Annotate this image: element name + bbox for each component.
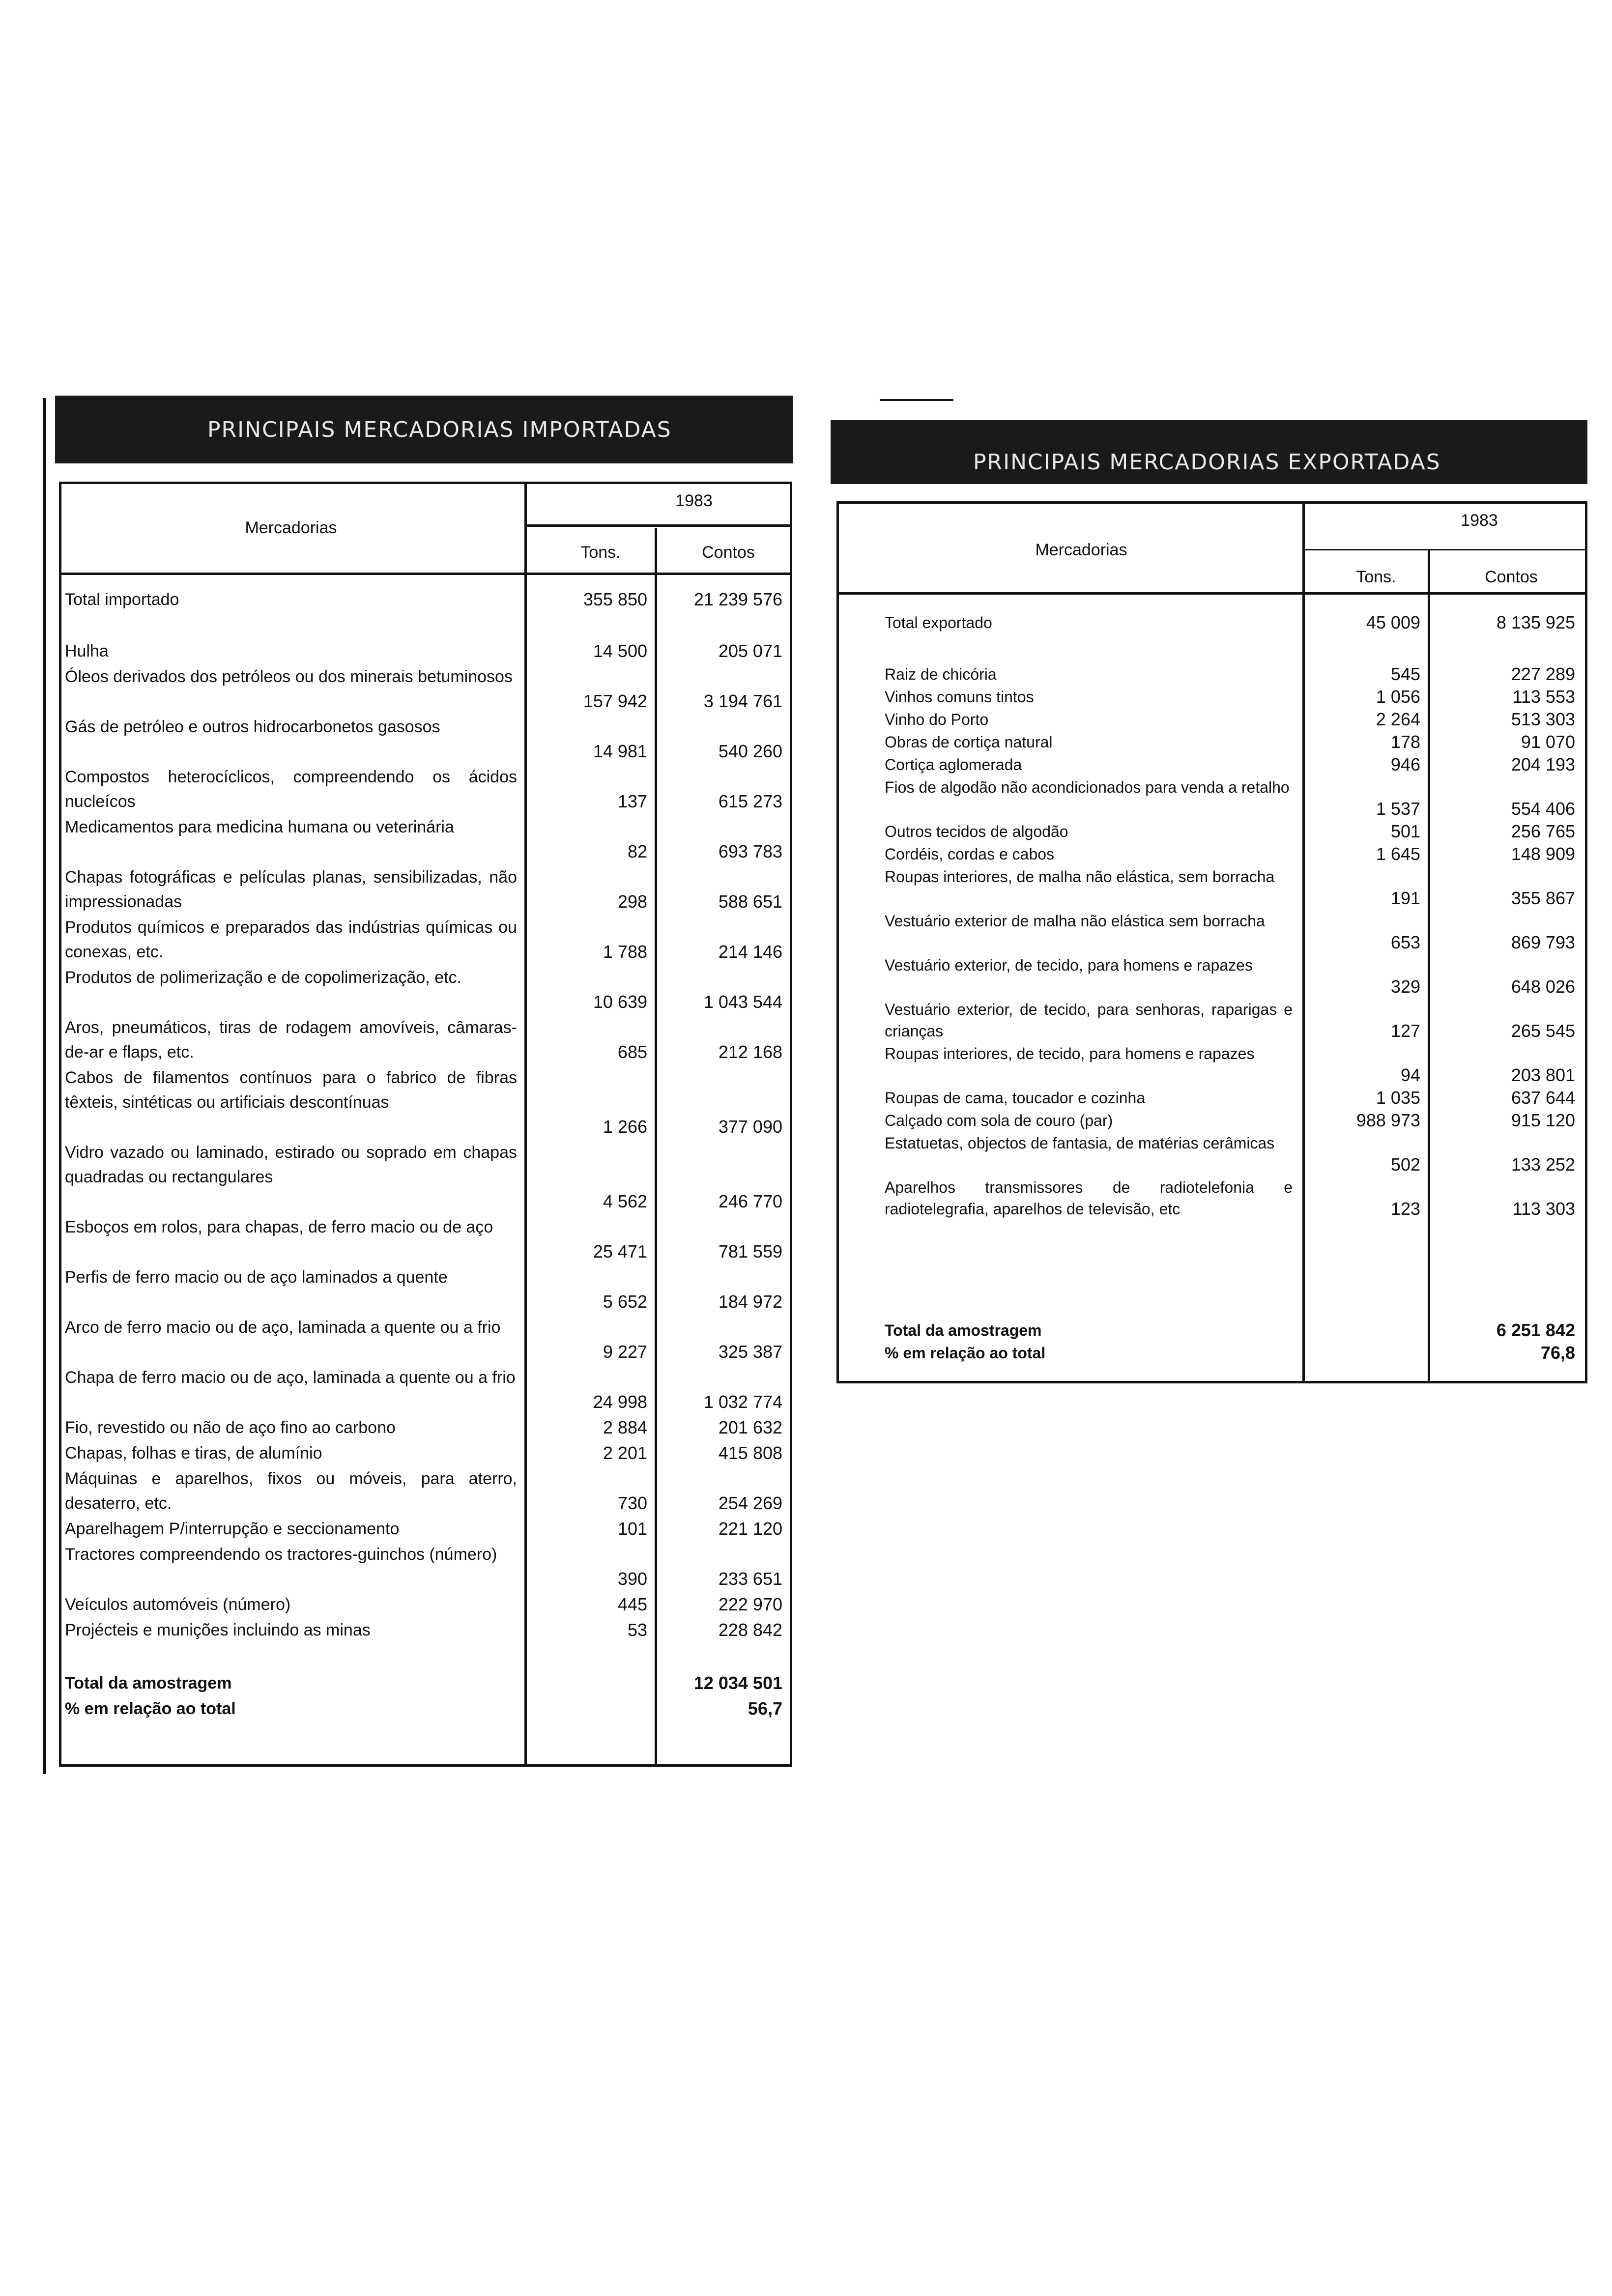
exports-row	[831, 1132, 1587, 1176]
exports-row-tons: 2 264	[1376, 709, 1420, 729]
exports-row-contos: 8 135 925	[1496, 612, 1575, 632]
imports-row	[55, 1671, 792, 1695]
imports-row	[55, 1265, 792, 1314]
exports-row-contos: 76,8	[1540, 1343, 1575, 1363]
exports-row-contos: 915 120	[1511, 1110, 1575, 1130]
imports-row-tons: 24 998	[593, 1392, 647, 1412]
imports-row-contos: 415 808	[718, 1443, 782, 1463]
imports-row-label: Arco de ferro macio ou de aço, laminada a quente ou a frio	[65, 1318, 501, 1337]
exports-header-rule	[836, 592, 1587, 595]
exports-year-rule	[1302, 549, 1587, 550]
imports-header-rule	[59, 573, 792, 575]
exports-row-label: % em relação ao total	[885, 1344, 1046, 1362]
exports-row	[831, 1320, 1587, 1341]
imports-row-tons: 25 471	[593, 1241, 647, 1262]
imports-row-label: Perfis de ferro macio ou de aço laminados a quente	[65, 1268, 448, 1287]
exports-row-label: Obras de cortiça natural	[885, 733, 1053, 751]
imports-row-tons: 101	[617, 1519, 647, 1539]
exports-banner	[831, 420, 1587, 484]
imports-row-tons: 157 942	[583, 691, 647, 711]
exports-row-contos: 133 252	[1511, 1154, 1575, 1175]
exports-row-label: Aparelhos transmissores de radiotelefonia e radiotelegrafia, aparelhos de televisão, etc	[885, 1178, 1293, 1218]
imports-row-contos: 233 651	[718, 1569, 782, 1589]
exports-row-contos: 355 867	[1511, 888, 1575, 908]
imports-row-label: Medicamentos para medicina humana ou veterinária	[65, 818, 454, 836]
imports-row-tons: 1 266	[603, 1117, 647, 1137]
imports-row-contos: 540 260	[718, 741, 782, 761]
exports-row-contos: 648 026	[1511, 976, 1575, 997]
imports-row-label: Chapas fotográficas e películas planas, sensibilizadas, não impressionadas	[65, 868, 517, 911]
exports-row	[831, 1177, 1587, 1220]
exports-row-contos: 113 553	[1512, 687, 1575, 707]
exports-row-label: Roupas interiores, de malha não elástica, sem borracha	[885, 868, 1275, 886]
exports-row	[831, 776, 1587, 820]
exports-row-label: Estatuetas, objectos de fantasia, de matérias cerâmicas	[885, 1134, 1275, 1152]
exports-panel	[831, 420, 1587, 1383]
imports-row-label: % em relação ao total	[65, 1699, 236, 1718]
exports-row-contos: 256 765	[1511, 821, 1575, 841]
exports-title: PRINCIPAIS MERCADORIAS EXPORTADAS	[973, 449, 1441, 475]
imports-row-label: Compostos heterocíclicos, compreendendo os ácidos nucleícos	[65, 768, 517, 811]
exports-row	[831, 910, 1587, 953]
imports-row-label: Aros, pneumáticos, tiras de rodagem amovíveis, câmaras-de-ar e flaps, etc.	[65, 1018, 517, 1062]
imports-header-tons: Tons.	[580, 543, 621, 562]
exports-row-tons: 1 035	[1376, 1088, 1420, 1108]
imports-row-contos: 693 783	[718, 841, 782, 861]
exports-row	[831, 843, 1587, 865]
imports-row-contos: 588 651	[718, 891, 782, 912]
imports-row-tons: 390	[617, 1569, 647, 1589]
exports-row-contos: 6 251 842	[1496, 1320, 1575, 1340]
imports-row-label: Total da amostragem	[65, 1674, 232, 1693]
exports-row	[831, 954, 1587, 998]
exports-row-tons: 329	[1390, 976, 1420, 997]
imports-row-label: Chapa de ferro macio ou de aço, laminada a quente ou a frio	[65, 1368, 516, 1387]
exports-row-label: Vestuário exterior, de tecido, para senhoras, raparigas e crianças	[885, 1001, 1293, 1040]
imports-row	[55, 639, 792, 663]
imports-row	[55, 1415, 792, 1440]
exports-row-contos: 554 406	[1511, 799, 1575, 819]
exports-row-label: Cortiça aglomerada	[885, 756, 1022, 774]
exports-row	[831, 754, 1587, 775]
exports-row-label: Roupas de cama, toucador e cozinha	[885, 1089, 1146, 1107]
imports-row-contos: 184 972	[718, 1292, 782, 1312]
exports-header-tons: Tons.	[1356, 568, 1396, 586]
imports-row	[55, 815, 792, 864]
imports-row-tons: 10 639	[593, 992, 647, 1012]
imports-row-label: Hulha	[65, 642, 109, 660]
imports-row-contos: 377 090	[718, 1117, 782, 1137]
imports-row-contos: 325 387	[718, 1342, 782, 1362]
exports-row	[831, 999, 1587, 1042]
imports-row-label: Máquinas e aparelhos, fixos ou móveis, para aterro, desaterro, etc.	[65, 1469, 517, 1513]
exports-row	[831, 866, 1587, 909]
imports-row	[55, 865, 792, 914]
exports-row	[831, 1342, 1587, 1364]
exports-row-contos: 91 070	[1521, 732, 1575, 752]
imports-row-tons: 730	[617, 1493, 647, 1513]
imports-row-tons: 14 981	[593, 741, 647, 761]
imports-row	[55, 965, 792, 1014]
exports-row-contos: 637 644	[1511, 1088, 1575, 1108]
imports-row	[55, 715, 792, 764]
imports-title: PRINCIPAIS MERCADORIAS IMPORTADAS	[207, 417, 672, 442]
exports-row	[831, 663, 1587, 685]
exports-row-tons: 501	[1390, 821, 1420, 841]
imports-row-label: Total importado	[65, 590, 179, 609]
export-top-tick	[880, 399, 953, 401]
imports-row-tons: 5 652	[603, 1292, 647, 1312]
imports-row	[55, 1618, 792, 1642]
exports-row-label: Total exportado	[885, 614, 992, 631]
imports-row	[55, 1015, 792, 1064]
exports-row-label: Roupas interiores, de tecido, para homens e rapazes	[885, 1045, 1255, 1062]
imports-row-tons: 82	[627, 841, 647, 861]
imports-row-label: Projécteis e munições incluindo as minas	[65, 1621, 371, 1639]
imports-panel	[55, 396, 792, 1772]
exports-row	[831, 731, 1587, 753]
imports-row-tons: 355 850	[583, 589, 647, 609]
exports-row-contos: 513 303	[1511, 709, 1575, 729]
imports-row	[55, 765, 792, 814]
imports-row	[55, 1466, 792, 1516]
exports-row-tons: 653	[1390, 932, 1420, 952]
imports-row-tons: 53	[627, 1620, 647, 1640]
imports-row	[55, 587, 792, 612]
exports-row-contos: 869 793	[1511, 932, 1575, 952]
exports-row-tons: 178	[1390, 732, 1420, 752]
exports-row	[831, 1087, 1587, 1109]
imports-row	[55, 1065, 792, 1139]
imports-row	[55, 1215, 792, 1264]
imports-row-contos: 214 146	[718, 942, 782, 962]
exports-row-label: Vestuário exterior de malha não elástica sem borracha	[885, 912, 1265, 930]
exports-header-year: 1983	[1461, 511, 1498, 530]
imports-row-label: Vidro vazado ou laminado, estirado ou soprado em chapas quadradas ou rectangulares	[65, 1143, 517, 1186]
imports-row	[55, 1542, 792, 1591]
exports-row-contos: 227 289	[1511, 664, 1575, 684]
imports-row-contos: 254 269	[718, 1493, 782, 1513]
imports-row-contos: 781 559	[718, 1241, 782, 1262]
imports-row	[55, 1696, 792, 1721]
imports-row-tons: 1 788	[603, 942, 647, 962]
imports-row-contos: 21 239 576	[693, 589, 782, 609]
imports-row-label: Produtos químicos e preparados das indústrias químicas ou conexas, etc.	[65, 918, 517, 961]
exports-row-tons: 988 973	[1356, 1110, 1420, 1130]
imports-row-contos: 1 043 544	[703, 992, 782, 1012]
imports-row-contos: 246 770	[718, 1191, 782, 1211]
exports-row-label: Fios de algodão não acondicionados para venda a retalho	[885, 778, 1290, 796]
imports-row-contos: 12 034 501	[693, 1673, 782, 1693]
imports-row-label: Cabos de filamentos contínuos para o fabrico de fibras têxteis, sintéticas ou artificiais descontínuas	[65, 1068, 517, 1112]
exports-row	[831, 686, 1587, 708]
imports-row	[55, 1140, 792, 1214]
exports-row-tons: 123	[1390, 1199, 1420, 1219]
imports-row	[55, 1517, 792, 1541]
exports-row-contos: 204 193	[1511, 754, 1575, 775]
exports-row-tons: 45 009	[1366, 612, 1420, 632]
imports-row-tons: 137	[617, 791, 647, 811]
exports-row	[831, 709, 1587, 730]
imports-row-label: Tractores compreendendo os tractores-guinchos (número)	[65, 1545, 497, 1564]
imports-row-tons: 445	[617, 1594, 647, 1614]
imports-banner	[55, 396, 793, 463]
page-left-rule	[43, 398, 46, 1774]
imports-header-year: 1983	[675, 491, 713, 510]
imports-row	[55, 1441, 792, 1465]
imports-row-contos: 212 168	[718, 1042, 782, 1062]
imports-row	[55, 1315, 792, 1364]
imports-year-rule	[524, 524, 792, 527]
exports-row-tons: 127	[1390, 1021, 1420, 1041]
imports-header-contos: Contos	[702, 543, 755, 562]
imports-row-label: Gás de petróleo e outros hidrocarbonetos gasosos	[65, 718, 440, 736]
imports-row-label: Fio, revestido ou não de aço fino ao carbono	[65, 1418, 396, 1437]
imports-row	[55, 915, 792, 964]
imports-row	[55, 1365, 792, 1414]
exports-row-tons: 1 537	[1376, 799, 1420, 819]
imports-row-label: Produtos de polimerização e de copolimerização, etc.	[65, 968, 461, 987]
exports-row-tons: 191	[1390, 888, 1420, 908]
exports-row-label: Outros tecidos de algodão	[885, 823, 1068, 840]
exports-row-contos: 265 545	[1511, 1021, 1575, 1041]
exports-row-label: Total da amostragem	[885, 1321, 1042, 1339]
exports-row-label: Vinho do Porto	[885, 711, 989, 728]
imports-row-tons: 4 562	[603, 1191, 647, 1211]
imports-row-contos: 228 842	[718, 1620, 782, 1640]
exports-row-label: Calçado com sola de couro (par)	[885, 1112, 1113, 1129]
imports-row-label: Aparelhagem P/interrupção e seccionamento	[65, 1520, 400, 1538]
imports-row-label: Óleos derivados dos petróleos ou dos minerais betuminosos	[65, 667, 513, 686]
imports-row-contos: 1 032 774	[703, 1392, 782, 1412]
exports-row-tons: 946	[1390, 754, 1420, 775]
exports-row-contos: 203 801	[1511, 1065, 1575, 1085]
exports-header-mercadorias: Mercadorias	[1035, 541, 1127, 559]
imports-row-label: Esboços em rolos, para chapas, de ferro macio ou de aço	[65, 1218, 493, 1236]
imports-row-tons: 2 201	[603, 1443, 647, 1463]
exports-row-tons: 502	[1390, 1154, 1420, 1175]
exports-row-tons: 94	[1400, 1065, 1420, 1085]
imports-row-contos: 615 273	[718, 791, 782, 811]
exports-row-label: Raiz de chicória	[885, 665, 997, 683]
exports-row-tons: 545	[1390, 664, 1420, 684]
exports-row-tons: 1 056	[1376, 687, 1420, 707]
imports-row	[55, 664, 792, 714]
exports-header-contos: Contos	[1485, 568, 1538, 586]
imports-row-tons: 298	[617, 891, 647, 912]
exports-row-contos: 113 303	[1512, 1199, 1575, 1219]
exports-row-tons: 1 645	[1376, 844, 1420, 864]
imports-row-label: Chapas, folhas e tiras, de alumínio	[65, 1444, 322, 1463]
imports-row-tons: 9 227	[603, 1342, 647, 1362]
exports-row	[831, 1043, 1587, 1086]
imports-row-contos: 3 194 761	[703, 691, 782, 711]
imports-header-mercadorias: Mercadorias	[245, 518, 337, 537]
exports-row	[831, 1110, 1587, 1131]
imports-row-contos: 205 071	[718, 641, 782, 661]
exports-row	[831, 612, 1587, 633]
imports-row-contos: 222 970	[718, 1594, 782, 1614]
imports-row-contos: 201 632	[718, 1417, 782, 1437]
imports-row-tons: 2 884	[603, 1417, 647, 1437]
imports-row-contos: 221 120	[718, 1519, 782, 1539]
imports-row	[55, 1592, 792, 1617]
imports-row-tons: 685	[617, 1042, 647, 1062]
exports-row-label: Vinhos comuns tintos	[885, 688, 1034, 706]
exports-row-label: Cordéis, cordas e cabos	[885, 845, 1055, 863]
imports-row-contos: 56,7	[748, 1698, 782, 1719]
exports-row-label: Vestuário exterior, de tecido, para homens e rapazes	[885, 956, 1253, 974]
exports-row-contos: 148 909	[1511, 844, 1575, 864]
imports-row-tons: 14 500	[593, 641, 647, 661]
imports-row-label: Veículos automóveis (número)	[65, 1595, 291, 1614]
exports-row	[831, 821, 1587, 842]
